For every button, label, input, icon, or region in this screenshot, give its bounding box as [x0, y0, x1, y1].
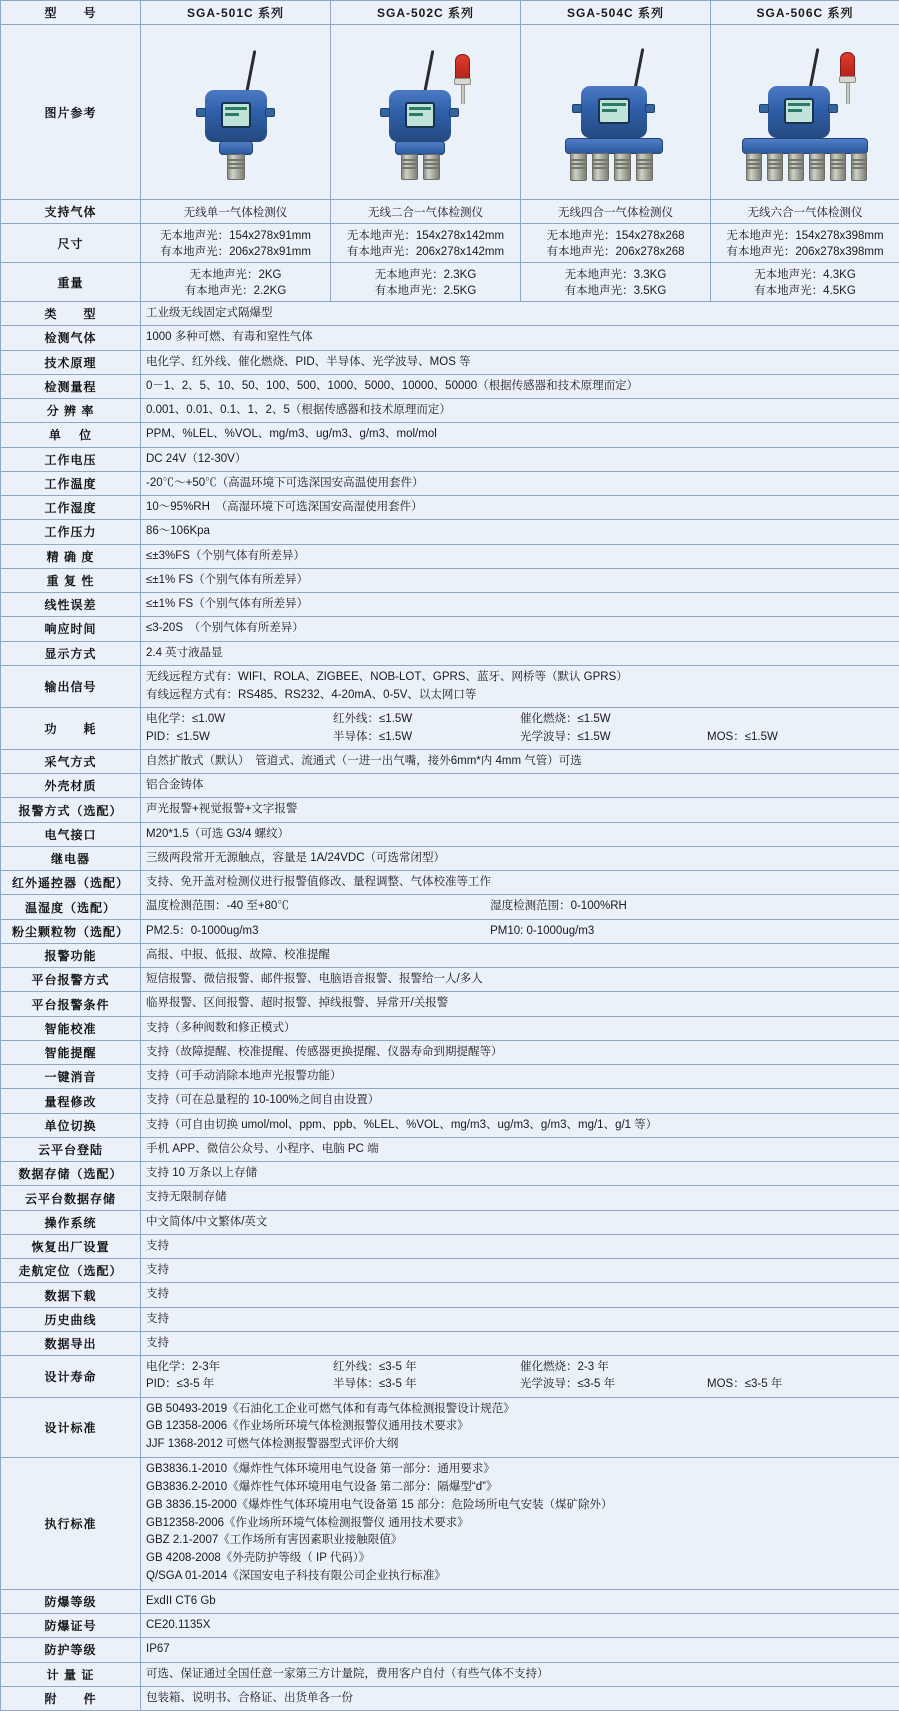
cell-value: ExdII CT6 Gb — [141, 1589, 899, 1613]
row-label-报警方式选配: 报警方式（选配） — [1, 798, 141, 822]
cell-value: 可选、保证通过全国任意一家第三方计量院，费用客户自付（有些气体不支持） — [141, 1662, 899, 1686]
cell-line: 电化学：2-3年 — [146, 1359, 333, 1376]
cell-line: 有线远程方式有：RS485、RS232、4-20mA、0-5V、以太网口等 — [146, 687, 894, 705]
cell-value — [521, 263, 711, 302]
cell-value: 支持 — [141, 1307, 899, 1331]
cell-value: PPM、%LEL、%VOL、mg/m3、ug/m3、g/m3、mol/mol — [141, 423, 899, 447]
cell-value — [141, 1397, 899, 1457]
row-label-响应时间: 响应时间 — [1, 617, 141, 641]
cell-line: 无本地声光：2.3KG — [336, 266, 515, 282]
table-body — [1, 1, 899, 1711]
cell-line: 催化燃烧：≤1.5W — [520, 711, 707, 728]
cell-value: 支持 — [141, 1283, 899, 1307]
cell-line: 半导体：≤1.5W — [333, 729, 520, 746]
model-col-1: SGA-501C 系列 — [141, 1, 331, 25]
cell-line: 无线远程方式有：WIFI、ROLA、ZIGBEE、NOB-LOT、GPRS、蓝牙、网桥等（默认 GPRS） — [146, 669, 894, 687]
row-label-历史曲线: 历史曲线 — [1, 1307, 141, 1331]
cell-value: ≤±1% FS（个别气体有所差异） — [141, 568, 899, 592]
row-label-工作压力: 工作压力 — [1, 520, 141, 544]
row-label-分辨率: 分 辨 率 — [1, 399, 141, 423]
cell-line: MOS：≤3-5 年 — [707, 1376, 894, 1393]
table-row — [1, 593, 899, 617]
cell-value: 无线四合一气体检测仪 — [521, 200, 711, 224]
cell-value — [331, 263, 521, 302]
row-label-智能提醒: 智能提醒 — [1, 1040, 141, 1064]
row-label-操作系统: 操作系统 — [1, 1210, 141, 1234]
device-image-4 — [711, 25, 899, 200]
cell-value — [711, 224, 899, 263]
table-row — [1, 1662, 899, 1686]
row-label-单位: 单 位 — [1, 423, 141, 447]
cell-line: MOS：≤1.5W — [707, 729, 894, 746]
cell-line: 红外线：≤1.5W — [333, 711, 520, 728]
row-label-走航定位选配: 走航定位（选配） — [1, 1259, 141, 1283]
cell-value — [711, 263, 899, 302]
cell-value: DC 24V（12-30V） — [141, 447, 899, 471]
cell-value: 支持（故障提醒、校准提醒、传感器更换提醒、仪器寿命到期提醒等） — [141, 1040, 899, 1064]
cell-line: 有本地声光：206x278x91mm — [146, 243, 325, 259]
cell-value: 0.001、0.01、0.1、1、2、5（根据传感器和技术原理而定） — [141, 399, 899, 423]
cell-value: 无线二合一气体检测仪 — [331, 200, 521, 224]
table-row — [1, 1283, 899, 1307]
cell-line: 湿度检测范围：0-100%RH — [490, 898, 834, 915]
cell-value: 1000 多种可燃、有毒和窒性气体 — [141, 326, 899, 350]
cell-line: 光学波导：≤1.5W — [520, 729, 707, 746]
table-row — [1, 350, 899, 374]
table-row — [1, 200, 899, 224]
wireless-six-in-one-gas-detector-icon — [730, 28, 880, 193]
cell-line: 红外线：≤3-5 年 — [333, 1359, 520, 1376]
row-label-image-reference: 图片参考 — [1, 25, 141, 200]
device-image-1 — [141, 25, 331, 200]
cell-line: 有本地声光：206x278x142mm — [336, 243, 515, 259]
cell-value — [141, 263, 331, 302]
cell-value: ≤3-20S （个别气体有所差异） — [141, 617, 899, 641]
cell-value: 高报、中报、低报、故障、校准提醒 — [141, 943, 899, 967]
model-col-2: SGA-502C 系列 — [331, 1, 521, 25]
cell-value: 支持无限制存储 — [141, 1186, 899, 1210]
row-label-检测量程: 检测量程 — [1, 374, 141, 398]
cell-value: 铝合金铸体 — [141, 774, 899, 798]
cell-value: 工业级无线固定式隔爆型 — [141, 302, 899, 326]
cell-value — [141, 1356, 899, 1398]
cell-line: 无本地声光：4.3KG — [716, 266, 894, 282]
table-row — [1, 399, 899, 423]
cell-value: 三级两段常开无源触点，容量是 1A/24VDC（可选常闭型） — [141, 846, 899, 870]
table-row — [1, 544, 899, 568]
row-label-线性误差: 线性误差 — [1, 593, 141, 617]
cell-line: 有本地声光：4.5KG — [716, 282, 894, 298]
table-row — [1, 846, 899, 870]
cell-value: -20℃～+50℃（高温环境下可选深国安高温使用套件） — [141, 471, 899, 495]
row-label-一键消音: 一键消音 — [1, 1065, 141, 1089]
cell-line — [707, 1359, 894, 1376]
cell-line: GBZ 2.1-2007《工作场所有害因素职业接触限值》 — [146, 1532, 894, 1550]
row-label-检测气体: 检测气体 — [1, 326, 141, 350]
row-label-设计寿命: 设计寿命 — [1, 1356, 141, 1398]
cell-value: 声光报警+视觉报警+文字报警 — [141, 798, 899, 822]
cell-value: 中文简体/中文繁体/英文 — [141, 1210, 899, 1234]
cell-line: JJF 1368-2012 可燃气体检测报警器型式评价大纲 — [146, 1436, 894, 1454]
cell-value: 支持（可手动消除本地声光报警功能） — [141, 1065, 899, 1089]
row-label-支持气体: 支持气体 — [1, 200, 141, 224]
row-label-云平台登陆: 云平台登陆 — [1, 1137, 141, 1161]
row-label-粉尘颗粒物选配: 粉尘颗粒物（选配） — [1, 919, 141, 943]
table-row — [1, 1458, 899, 1590]
cell-value: 支持 — [141, 1259, 899, 1283]
cell-value: 86～106Kpa — [141, 520, 899, 544]
table-row — [1, 1016, 899, 1040]
table-row — [1, 520, 899, 544]
row-label-计量证: 计 量 证 — [1, 1662, 141, 1686]
cell-value: IP67 — [141, 1638, 899, 1662]
cell-line: 无本地声光：154x278x91mm — [146, 227, 325, 243]
table-row — [1, 943, 899, 967]
cell-line: 有本地声光：206x278x268 — [526, 243, 705, 259]
table-row — [1, 224, 899, 263]
table-row — [1, 822, 899, 846]
cell-value: 10～95%RH （高湿环境下可选深国安高湿使用套件） — [141, 496, 899, 520]
row-label-执行标准: 执行标准 — [1, 1458, 141, 1590]
cell-value: 支持 — [141, 1331, 899, 1355]
cell-line: GB3836.2-2010《爆炸性气体环境用电气设备 第二部分：隔爆型“d”》 — [146, 1479, 894, 1497]
cell-value: 无线单一气体检测仪 — [141, 200, 331, 224]
row-label-防护等级: 防护等级 — [1, 1638, 141, 1662]
table-row — [1, 919, 899, 943]
row-label-采气方式: 采气方式 — [1, 749, 141, 773]
row-label-工作电压: 工作电压 — [1, 447, 141, 471]
cell-value — [141, 708, 899, 750]
cell-value — [141, 895, 899, 919]
cell-value: 支持（可在总量程的 10-100%之间自由设置） — [141, 1089, 899, 1113]
row-label-云平台数据存储: 云平台数据存储 — [1, 1186, 141, 1210]
cell-value: 无线六合一气体检测仪 — [711, 200, 899, 224]
device-image-2 — [331, 25, 521, 200]
cell-line: Q/SGA 01-2014《深国安电子科技有限公司企业执行标准》 — [146, 1568, 894, 1586]
table-row — [1, 326, 899, 350]
table-row-image-reference — [1, 25, 899, 200]
cell-line: 有本地声光：2.5KG — [336, 282, 515, 298]
cell-line: 无本地声光：154x278x142mm — [336, 227, 515, 243]
cell-line: 无本地声光：3.3KG — [526, 266, 705, 282]
device-image-3 — [521, 25, 711, 200]
row-label-数据存储选配: 数据存储（选配） — [1, 1162, 141, 1186]
cell-value — [331, 224, 521, 263]
table-row-model — [1, 1, 899, 25]
table-row — [1, 1186, 899, 1210]
cell-value: 自然扩散式（默认） 管道式、流通式（一进一出气嘴，接外6mm*内 4mm 气管）可选 — [141, 749, 899, 773]
cell-line: GB3836.1-2010《爆炸性气体环境用电气设备 第一部分：通用要求》 — [146, 1461, 894, 1479]
table-row — [1, 1234, 899, 1258]
row-label-类型: 类 型 — [1, 302, 141, 326]
cell-value: 支持、免开盖对检测仪进行报警值修改、量程调整、气体校准等工作 — [141, 871, 899, 895]
row-label-重量: 重量 — [1, 263, 141, 302]
table-row — [1, 1259, 899, 1283]
table-row — [1, 1686, 899, 1710]
cell-value: 手机 APP、微信公众号、小程序、电脑 PC 端 — [141, 1137, 899, 1161]
cell-value — [521, 224, 711, 263]
table-row — [1, 641, 899, 665]
table-row — [1, 568, 899, 592]
cell-line: 有本地声光：206x278x398mm — [716, 243, 894, 259]
table-row — [1, 1065, 899, 1089]
model-col-4: SGA-506C 系列 — [711, 1, 899, 25]
wireless-single-gas-detector-icon — [161, 28, 311, 193]
table-row — [1, 423, 899, 447]
cell-line: PM2.5：0-1000ug/m3 — [146, 923, 490, 940]
cell-line: 温度检测范围：-40 至+80℃ — [146, 898, 490, 915]
table-row — [1, 1331, 899, 1355]
table-row — [1, 374, 899, 398]
table-row — [1, 968, 899, 992]
cell-line: PID：≤3-5 年 — [146, 1376, 333, 1393]
row-label-技术原理: 技术原理 — [1, 350, 141, 374]
cell-line: 无本地声光：154x278x268 — [526, 227, 705, 243]
table-row — [1, 1089, 899, 1113]
row-label-输出信号: 输出信号 — [1, 665, 141, 708]
row-label-附件: 附 件 — [1, 1686, 141, 1710]
table-row — [1, 798, 899, 822]
table-row — [1, 302, 899, 326]
cell-line: GB 12358-2006《作业场所环境气体检测报警仪通用技术要求》 — [146, 1418, 894, 1436]
cell-value: ≤±3%FS（个别气体有所差异） — [141, 544, 899, 568]
cell-line: 催化燃烧：2-3 年 — [520, 1359, 707, 1376]
table-row — [1, 1356, 899, 1398]
cell-value: 支持（多种阀数和修正模式） — [141, 1016, 899, 1040]
cell-value — [141, 224, 331, 263]
table-row — [1, 895, 899, 919]
table-row — [1, 1162, 899, 1186]
cell-value: 临界报警、区间报警、超时报警、掉线报警、异常开/关报警 — [141, 992, 899, 1016]
table-row — [1, 617, 899, 641]
table-row — [1, 1614, 899, 1638]
cell-value: 包装箱、说明书、合格证、出货单各一份 — [141, 1686, 899, 1710]
cell-line: 电化学：≤1.0W — [146, 711, 333, 728]
table-row — [1, 1113, 899, 1137]
table-row — [1, 708, 899, 750]
table-row — [1, 992, 899, 1016]
table-row — [1, 1210, 899, 1234]
cell-value: 支持 10 万条以上存储 — [141, 1162, 899, 1186]
row-label-平台报警条件: 平台报警条件 — [1, 992, 141, 1016]
wireless-four-in-one-gas-detector-icon — [541, 28, 691, 193]
cell-line: PID：≤1.5W — [146, 729, 333, 746]
row-label-防爆等级: 防爆等级 — [1, 1589, 141, 1613]
cell-line: PM10: 0-1000ug/m3 — [490, 923, 834, 940]
table-row — [1, 1040, 899, 1064]
table-row — [1, 1589, 899, 1613]
row-label-重复性: 重 复 性 — [1, 568, 141, 592]
cell-value: 支持（可自由切换 umol/mol、ppm、ppb、%LEL、%VOL、mg/m3、ug/m3、g/m3、mg/1、g/1 等） — [141, 1113, 899, 1137]
cell-value: 2.4 英寸液晶显 — [141, 641, 899, 665]
cell-value: 支持 — [141, 1234, 899, 1258]
cell-value: 短信报警、微信报警、邮件报警、电脑语音报警、报警给一人/多人 — [141, 968, 899, 992]
table-row — [1, 1638, 899, 1662]
row-label-功耗: 功 耗 — [1, 708, 141, 750]
row-label-量程修改: 量程修改 — [1, 1089, 141, 1113]
row-label-精确度: 精 确 度 — [1, 544, 141, 568]
row-label-平台报警方式: 平台报警方式 — [1, 968, 141, 992]
table-row — [1, 1397, 899, 1457]
table-row — [1, 665, 899, 708]
row-label-外壳材质: 外壳材质 — [1, 774, 141, 798]
row-label-智能校准: 智能校准 — [1, 1016, 141, 1040]
cell-value: CE20.1135X — [141, 1614, 899, 1638]
row-label-工作湿度: 工作湿度 — [1, 496, 141, 520]
row-label-报警功能: 报警功能 — [1, 943, 141, 967]
row-label-温湿度选配: 温湿度（选配） — [1, 895, 141, 919]
table-row — [1, 471, 899, 495]
cell-line: GB12358-2006《作业场所环境气体检测报警仪 通用技术要求》 — [146, 1515, 894, 1533]
cell-line: GB 3836.15-2000《爆炸性气体环境用电气设备第 15 部分：危险场所电气安装（煤矿除外） — [146, 1497, 894, 1515]
row-label-数据下载: 数据下载 — [1, 1283, 141, 1307]
cell-value: M20*1.5（可选 G3/4 螺纹） — [141, 822, 899, 846]
row-label-model: 型 号 — [1, 1, 141, 25]
table-row — [1, 774, 899, 798]
cell-value: 电化学、红外线、催化燃烧、PID、半导体、光学波导、MOS 等 — [141, 350, 899, 374]
row-label-红外遥控器选配: 红外遥控器（选配） — [1, 871, 141, 895]
cell-line: 无本地声光：2KG — [146, 266, 325, 282]
row-label-尺寸: 尺寸 — [1, 224, 141, 263]
cell-value — [141, 919, 899, 943]
cell-value — [141, 665, 899, 708]
cell-line: 无本地声光：154x278x398mm — [716, 227, 894, 243]
row-label-继电器: 继电器 — [1, 846, 141, 870]
cell-line: 有本地声光：2.2KG — [146, 282, 325, 298]
cell-line: 光学波导：≤3-5 年 — [520, 1376, 707, 1393]
row-label-显示方式: 显示方式 — [1, 641, 141, 665]
cell-line: 半导体：≤3-5 年 — [333, 1376, 520, 1393]
row-label-设计标准: 设计标准 — [1, 1397, 141, 1457]
row-label-单位切换: 单位切换 — [1, 1113, 141, 1137]
wireless-two-in-one-gas-detector-icon — [351, 28, 501, 193]
table-row — [1, 749, 899, 773]
cell-line: 有本地声光：3.5KG — [526, 282, 705, 298]
table-row — [1, 1307, 899, 1331]
row-label-恢复出厂设置: 恢复出厂设置 — [1, 1234, 141, 1258]
cell-value: ≤±1% FS（个别气体有所差异） — [141, 593, 899, 617]
table-row — [1, 1137, 899, 1161]
table-row — [1, 263, 899, 302]
row-label-电气接口: 电气接口 — [1, 822, 141, 846]
table-row — [1, 447, 899, 471]
row-label-数据导出: 数据导出 — [1, 1331, 141, 1355]
model-col-3: SGA-504C 系列 — [521, 1, 711, 25]
row-label-工作温度: 工作温度 — [1, 471, 141, 495]
table-row — [1, 496, 899, 520]
cell-line — [707, 711, 894, 728]
cell-value: 0－1、2、5、10、50、100、500、1000、5000、10000、50000（根据传感器和技术原理而定） — [141, 374, 899, 398]
cell-line: GB 50493-2019《石油化工企业可燃气体和有毒气体检测报警设计规范》 — [146, 1401, 894, 1419]
cell-line: GB 4208-2008《外壳防护等级（ IP 代码）》 — [146, 1550, 894, 1568]
row-label-防爆证号: 防爆证号 — [1, 1614, 141, 1638]
cell-value — [141, 1458, 899, 1590]
table-row — [1, 871, 899, 895]
